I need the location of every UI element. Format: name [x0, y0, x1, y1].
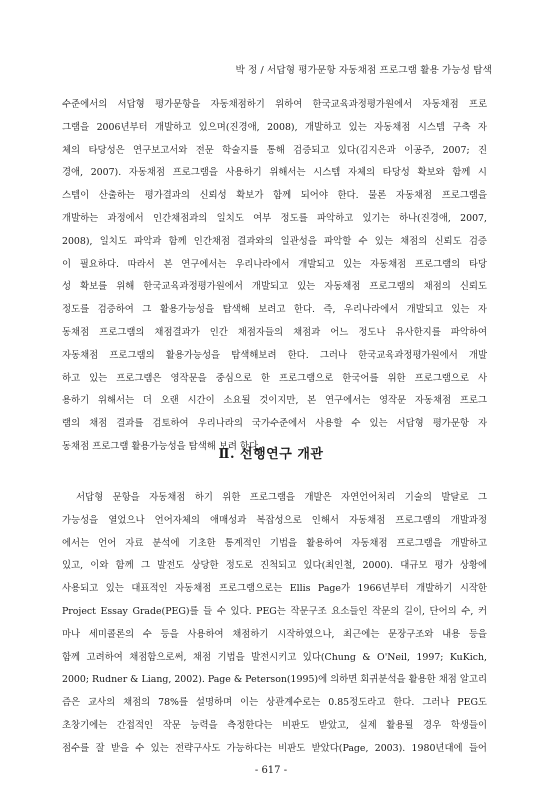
text-line: 마나 세미콜론의 수 등을 사용하여 채점하기 시작하였으나, 최근에는 문장구조와 내용 등을 [62, 628, 487, 640]
text-line: 수준에서의 서답형 평가문항을 자동채점하기 위하여 한국교육과정평가원에서 자동채점 프로 [62, 99, 487, 110]
text-line: 체의 타당성은 연구보고서와 전문 학술지를 통해 검증되고 있다(김지은과 이공주, 2007; 진 [62, 144, 487, 156]
text-line: 성 확보를 위해 한국교육과정평가원에서 개발되고 있는 자동채점 프로그램의 채점의 신뢰도 [62, 281, 487, 293]
text-line: 램의 채점 결과를 검토하여 우리나라의 국가수준에서 사용할 수 있는 서답형 평가문항 자 [62, 418, 487, 430]
text-line: 자동채점 프로그램의 활용가능성을 탐색해보려 한다. 그러나 한국교육과정평가원에서 개발 [62, 349, 487, 361]
body-paragraph-1 [62, 94, 487, 459]
text-line: 함께 고려하여 채점함으로써, 채점 기법을 발전시키고 있다(Chung & O'Neil, 1997; KuKich, [62, 651, 487, 663]
text-line: 사용되고 있는 대표적인 자동채점 프로그램으로는 Ellis Page가 1966년부터 개발하기 시작한 [62, 583, 487, 595]
text-line: 스템이 산출하는 평가결과의 신뢰성 확보가 함께 되어야 한다. 물론 자동채점 프로그램을 [62, 190, 487, 202]
text-line: Project Essay Grade(PEG)를 들 수 있다. PEG는 작문구조 요소들인 작문의 길이, 단어의 수, 커 [62, 605, 487, 617]
text-line: 에서는 언어 자료 분석에 기초한 통계적인 기법을 활용하여 자동채점 프로그램을 개발하고 [62, 537, 487, 549]
text-line: 2000; Rudner & Liang, 2002). Page & Peterson(1995)에 의하면 회귀분석을 활용한 채점 알고리 [62, 674, 487, 686]
text-line: 서답형 문항을 자동채점 하기 위한 프로그램을 개발은 자연언어처리 기술의 발달로 그 [76, 492, 487, 503]
text-line: 있고, 이와 함께 그 발전도 상당한 정도로 진척되고 있다(최인철, 2000). 대규모 평가 상황에 [62, 560, 487, 572]
section-heading: Ⅱ. 선행연구 개관 [218, 447, 324, 462]
text-line: 동채점 프로그램의 채점결과가 인간 채점자들의 채점과 어느 정도나 유사한지를 파악하여 [62, 326, 487, 338]
text-line: 이 필요하다. 따라서 본 연구에서는 우리나라에서 개발되고 있는 자동채점 프로그램의 타당 [62, 258, 487, 270]
text-line: 점수를 잘 받을 수 있는 전략구사도 가능하다는 비판도 받았다(Page, 2003). 1980년대에 들어 [62, 742, 487, 754]
text-line: 개발하는 과정에서 인간채점과의 일치도 여부 정도를 파악하고 있기는 하나(진경애, 2007, [62, 212, 487, 224]
text-line: 2008), 일치도 파악과 함께 인간채점 결과와의 일관성을 파악할 수 있는 채점의 신뢰도 검증 [62, 235, 487, 247]
text-line: 가능성을 열었으나 언어자체의 애매성과 복잡성으로 인해서 자동채점 프로그램의 개발과정 [62, 514, 487, 526]
text-line: 동채점 프로그램 활용가능성을 탐색해 보려 한다. [62, 440, 262, 452]
text-line: 그램을 2006년부터 개발하고 있으며(진경애, 2008), 개발하고 있는 자동채점 시스템 구축 자 [62, 121, 487, 133]
text-line: 용하기 위해서는 더 오랜 시간이 소요될 것이지만, 본 연구에서는 영작문 자동채점 프로그 [62, 395, 487, 407]
text-line: 정도를 검증하여 그 활용가능성을 탐색해 보려고 한다. 즉, 우리나라에서 개발되고 있는 자 [62, 304, 487, 316]
body-paragraph-2 [62, 487, 487, 761]
page-number: - 617 - [254, 765, 288, 776]
text-line: 하고 있는 프로그램은 영작문을 중심으로 한 프로그램으로 한국어를 위한 프로그램으로 사 [62, 372, 487, 384]
text-line: 초창기에는 간접적인 작문 능력을 측정한다는 비판도 받았고, 실제 활용될 경우 학생들이 [62, 719, 487, 731]
text-line: 즘은 교사의 채점의 78%를 설명하며 이는 상관계수로는 0.85정도라고 한다. 그러나 PEG도 [62, 697, 487, 709]
running-header: 박 정 / 서답형 평가문항 자동채점 프로그램 활용 가능성 탐색 [235, 65, 492, 76]
text-line: 경애, 2007). 자동채점 프로그램을 사용하기 위해서는 시스템 자체의 타당성 확보와 함께 시 [62, 167, 487, 179]
